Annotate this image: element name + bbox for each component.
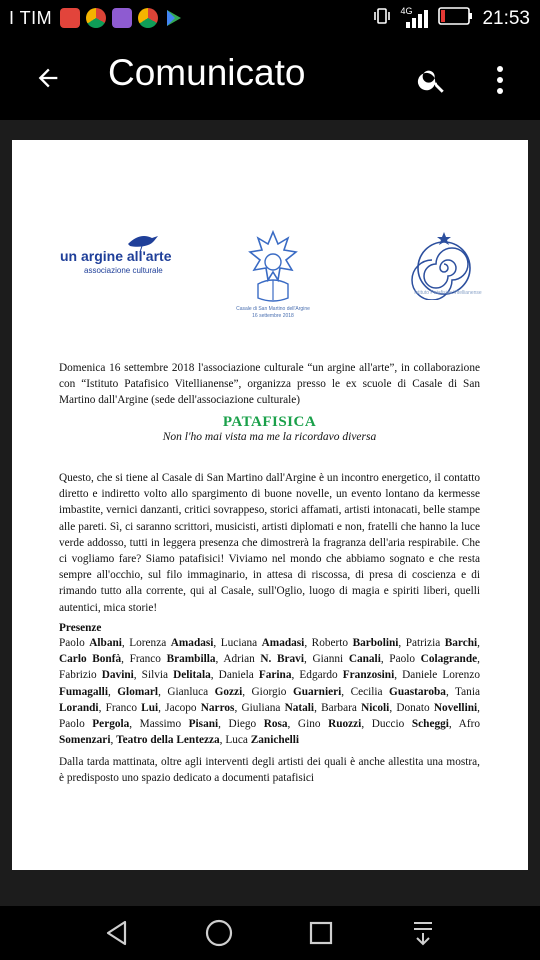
presenza-item [396, 702, 477, 714]
presenza-item [298, 718, 361, 730]
presenza-last-name: Zanichelli [250, 734, 300, 747]
battery-icon [438, 6, 474, 31]
presenza-last-name: Lorandi [59, 701, 99, 714]
logo-right-caption: Istituto Patafisico Vitellianense [414, 290, 482, 296]
presenza-first-name: Jacopo [165, 701, 201, 714]
presenza-item [167, 686, 242, 698]
presenza-last-name: Canali [348, 653, 381, 666]
presenza-item [140, 718, 218, 730]
presenza-last-name: Brambilla [166, 653, 216, 666]
carrier-label: I TIM [9, 8, 53, 28]
presenza-first-name: Giuliana [241, 701, 285, 714]
presenza-first-name: Gianluca [167, 685, 215, 698]
presenza-last-name: Davini [101, 669, 134, 682]
press-release-document[interactable] [12, 140, 528, 870]
circle-home-icon [204, 918, 234, 948]
presenza-first-name: Roberto [311, 637, 353, 649]
square-recents-icon [308, 920, 334, 946]
presenza-last-name: Amadasi [261, 637, 305, 649]
play-store-notification-icon [164, 8, 184, 33]
presenza-last-name: Carlo Bonfà [59, 653, 122, 666]
chrome-notification-icon-2 [138, 8, 158, 28]
presenza-item [389, 653, 477, 665]
presenza-item [299, 669, 394, 681]
presenza-item [165, 702, 234, 714]
presenza-last-name: Lui [141, 701, 159, 714]
presenza-last-name: Pisani [188, 718, 219, 731]
presenza-first-name: Silvia [141, 669, 174, 682]
logo-center-caption [230, 306, 316, 320]
closing-paragraph: Dalla tarda mattinata, oltre agli interventi degli artisti dei quali è anche allestita una mostra, è predisposto uno spazio dedicato a documenti patafisici [59, 756, 480, 785]
presenza-first-name: Duccio [371, 718, 412, 731]
presenza-item [312, 637, 399, 649]
presenza-last-name: Novellini [433, 701, 478, 714]
presenza-item [223, 653, 304, 665]
notification-icons [60, 8, 184, 33]
more-vert-icon [495, 64, 505, 96]
presenza-first-name: Adrian [223, 653, 261, 666]
presenza-last-name: Narros [200, 701, 235, 714]
presenza-first-name: Cecilia [350, 685, 390, 698]
presenza-item [129, 637, 213, 649]
presenza-item [59, 669, 134, 681]
intro-paragraph: Domenica 16 settembre 2018 l'associazione culturale “un argine all'arte”, in collaborazione con “Istituto Patafisico Vitellianense”, organizza presso le ex scuole di Casale di San Martino dall'Argine (sede dell'associazione culturale) [59, 362, 480, 407]
presenza-item [321, 702, 389, 714]
presenza-last-name: Guarnieri [292, 685, 342, 698]
presenza-first-name: Gianni [312, 653, 349, 666]
presenza-first-name: Giorgio [251, 685, 293, 698]
patafisica-emblem-icon [230, 228, 316, 306]
presenza-first-name: Franco [129, 653, 167, 666]
presenze-list: Paolo Albani, Lorenza Amadasi, Luciana Amadasi, Roberto Barbolini, Patrizia Barchi, Carlo Bonfà, Franco Brambilla, Adrian N. Bravi, Gianni Canali, Paolo Colagrande, Fabrizio Davini, Silvia Delitala, Daniela Farina, Edgardo Franzosini, Daniele Lorenzo Fumagalli, Glomarl, Gianluca Gozzi, Giorgio Guarnieri, Cecilia Guastaroba, Tania Lorandi, Franco Lui, Jacopo Narros, Giuliana Natali, Barbara Nicoli, Donato Novellini, Paolo Pergola, Massimo Pisani, Diego Rosa, Gino Ruozzi, Duccio Scheggi, Afro Somenzari, Teatro della Lentezza, Luca Zanichelli [59, 637, 480, 747]
presenza-last-name: Barbolini [352, 637, 399, 649]
app-bar [0, 36, 540, 120]
gallery-notification-icon [112, 8, 132, 28]
presenza-last-name: Rosa [263, 718, 288, 731]
presenza-item [116, 734, 220, 746]
presenza-first-name: Paolo [59, 637, 90, 649]
presenza-first-name: Gino [297, 718, 329, 731]
presenza-item [241, 702, 314, 714]
search-icon [416, 64, 448, 96]
presenze-heading: Presenze [59, 622, 102, 634]
back-button[interactable] [28, 58, 68, 98]
presenza-item [59, 653, 121, 665]
presenza-first-name: Luca [225, 734, 251, 747]
presenza-item [59, 718, 129, 730]
presenza-last-name: Guastaroba [389, 685, 446, 698]
presenza-first-name: Edgardo [299, 669, 343, 682]
arrow-back-icon [34, 64, 62, 92]
presenza-last-name: Somenzari [59, 734, 111, 747]
presenza-last-name: Glomarl [117, 685, 159, 698]
search-button[interactable] [410, 58, 454, 102]
signal-icon [400, 5, 430, 30]
presenza-first-name: Afro [458, 718, 480, 731]
presenza-item [59, 637, 122, 649]
presenza-first-name: Diego [228, 718, 264, 731]
presenza-first-name: Donato [396, 701, 434, 714]
presenza-last-name: Albani [89, 637, 122, 649]
vibrate-icon [372, 6, 392, 31]
content-area[interactable] [0, 120, 540, 906]
presenza-item [106, 702, 159, 714]
presenza-first-name: Franco [105, 701, 142, 714]
presenza-last-name: Amadasi [170, 637, 214, 649]
nav-home-button[interactable] [199, 916, 239, 950]
logo-name: un argine all'arte [60, 248, 172, 264]
status-right [372, 6, 530, 31]
network-type-label: 4G [400, 5, 413, 16]
clock: 21:53 [482, 7, 530, 29]
presenza-last-name: Ruozzi [328, 718, 362, 731]
presenza-first-name: Massimo [139, 718, 189, 731]
presenza-last-name: Fumagalli [59, 685, 108, 698]
presenza-item [117, 686, 158, 698]
presenza-last-name: N. Bravi [260, 653, 304, 666]
presenza-item [252, 686, 342, 698]
presenza-first-name: Daniela [218, 669, 259, 682]
logo-center-caption-line2: 16 settembre 2018 [252, 313, 294, 319]
logo-center-caption-line1: Casale di San Martino dell'Argine [236, 306, 310, 312]
nav-back-button[interactable] [97, 916, 137, 950]
presenza-last-name: Nicoli [361, 701, 390, 714]
presenza-item [130, 653, 216, 665]
presenza-first-name: Barbara [321, 701, 362, 714]
presenza-first-name: Paolo [389, 653, 421, 666]
presenza-last-name: Barchi [444, 637, 478, 649]
more-options-button[interactable] [484, 58, 516, 102]
presenza-last-name: Delitala [173, 669, 211, 682]
presenza-first-name: Paolo [59, 718, 93, 731]
chrome-notification-icon [86, 8, 106, 28]
event-subtitle: Non l'ho mai vista ma me la ricordavo diversa [162, 431, 377, 443]
presenza-first-name: Luciana [220, 637, 262, 649]
presenza-item [312, 653, 380, 665]
event-title: PATAFISICA [222, 414, 317, 430]
presenza-item [225, 734, 299, 746]
presenza-last-name: Teatro della Lentezza [116, 734, 220, 747]
presenza-item [372, 718, 449, 730]
message-notification-icon [60, 8, 80, 28]
presenza-last-name: Natali [284, 701, 315, 714]
presenza-last-name: Colagrande [420, 653, 478, 666]
presenza-item [142, 669, 211, 681]
presenza-first-name: Lorenza [129, 637, 171, 649]
pull-down-icon [411, 919, 435, 947]
presenza-last-name: Farina [258, 669, 292, 682]
presenza-item [221, 637, 305, 649]
presenza-item [219, 669, 292, 681]
presenza-item [406, 637, 477, 649]
presenza-last-name: Gozzi [214, 685, 243, 698]
nav-recents-button[interactable] [301, 916, 341, 950]
presenza-item [229, 718, 288, 730]
presenza-last-name: Franzosini [342, 669, 395, 682]
triangle-back-icon [103, 919, 131, 947]
presenza-first-name: Fabrizio [59, 669, 102, 682]
body-paragraph: Questo, che si tiene al Casale di San Martino dall'Argine è un incontro energetico, il contatto diretto e indiretto volto allo spargimento di buone novelle, un evento lontano da kermesse imbastite, vernici danzanti, critici sovrappeso, storici affamati, artisti intonacati, belle stampe alle pareti. Sì, ci saranno scrittori, musicisti, artisti diplomati e non, fratelli che hanno la luce verde addosso, tutti in leggera presenza che dimostrerà la fragranza dell'aria respirabile. Che ci vogliamo fare? Siamo patafisici! Viviamo nel mondo che abbiamo sognato e che resta sempre all'occhio, sul filo immaginario, in attesa di riscossa, di presa di coscienza e di rimando tutto alla corrente, qui al Casale, sull'Oglio, luogo di magia e spiriti liberi, quelli autentici, mica storie! [59, 472, 480, 614]
logo-patafisica-event [230, 228, 316, 320]
status-bar [0, 0, 540, 36]
presenza-first-name: Patrizia [405, 637, 445, 649]
presenza-item [351, 686, 446, 698]
nav-notifications-button[interactable] [403, 916, 443, 950]
logo-subtitle: associazione culturale [84, 266, 163, 275]
presenza-first-name: Daniele Lorenzo [402, 669, 480, 682]
presenza-first-name: Tania [455, 685, 480, 698]
page-title: Comunicato [108, 52, 306, 93]
presenza-last-name: Pergola [92, 718, 130, 731]
navigation-bar [0, 906, 540, 960]
presenza-last-name: Scheggi [411, 718, 449, 731]
